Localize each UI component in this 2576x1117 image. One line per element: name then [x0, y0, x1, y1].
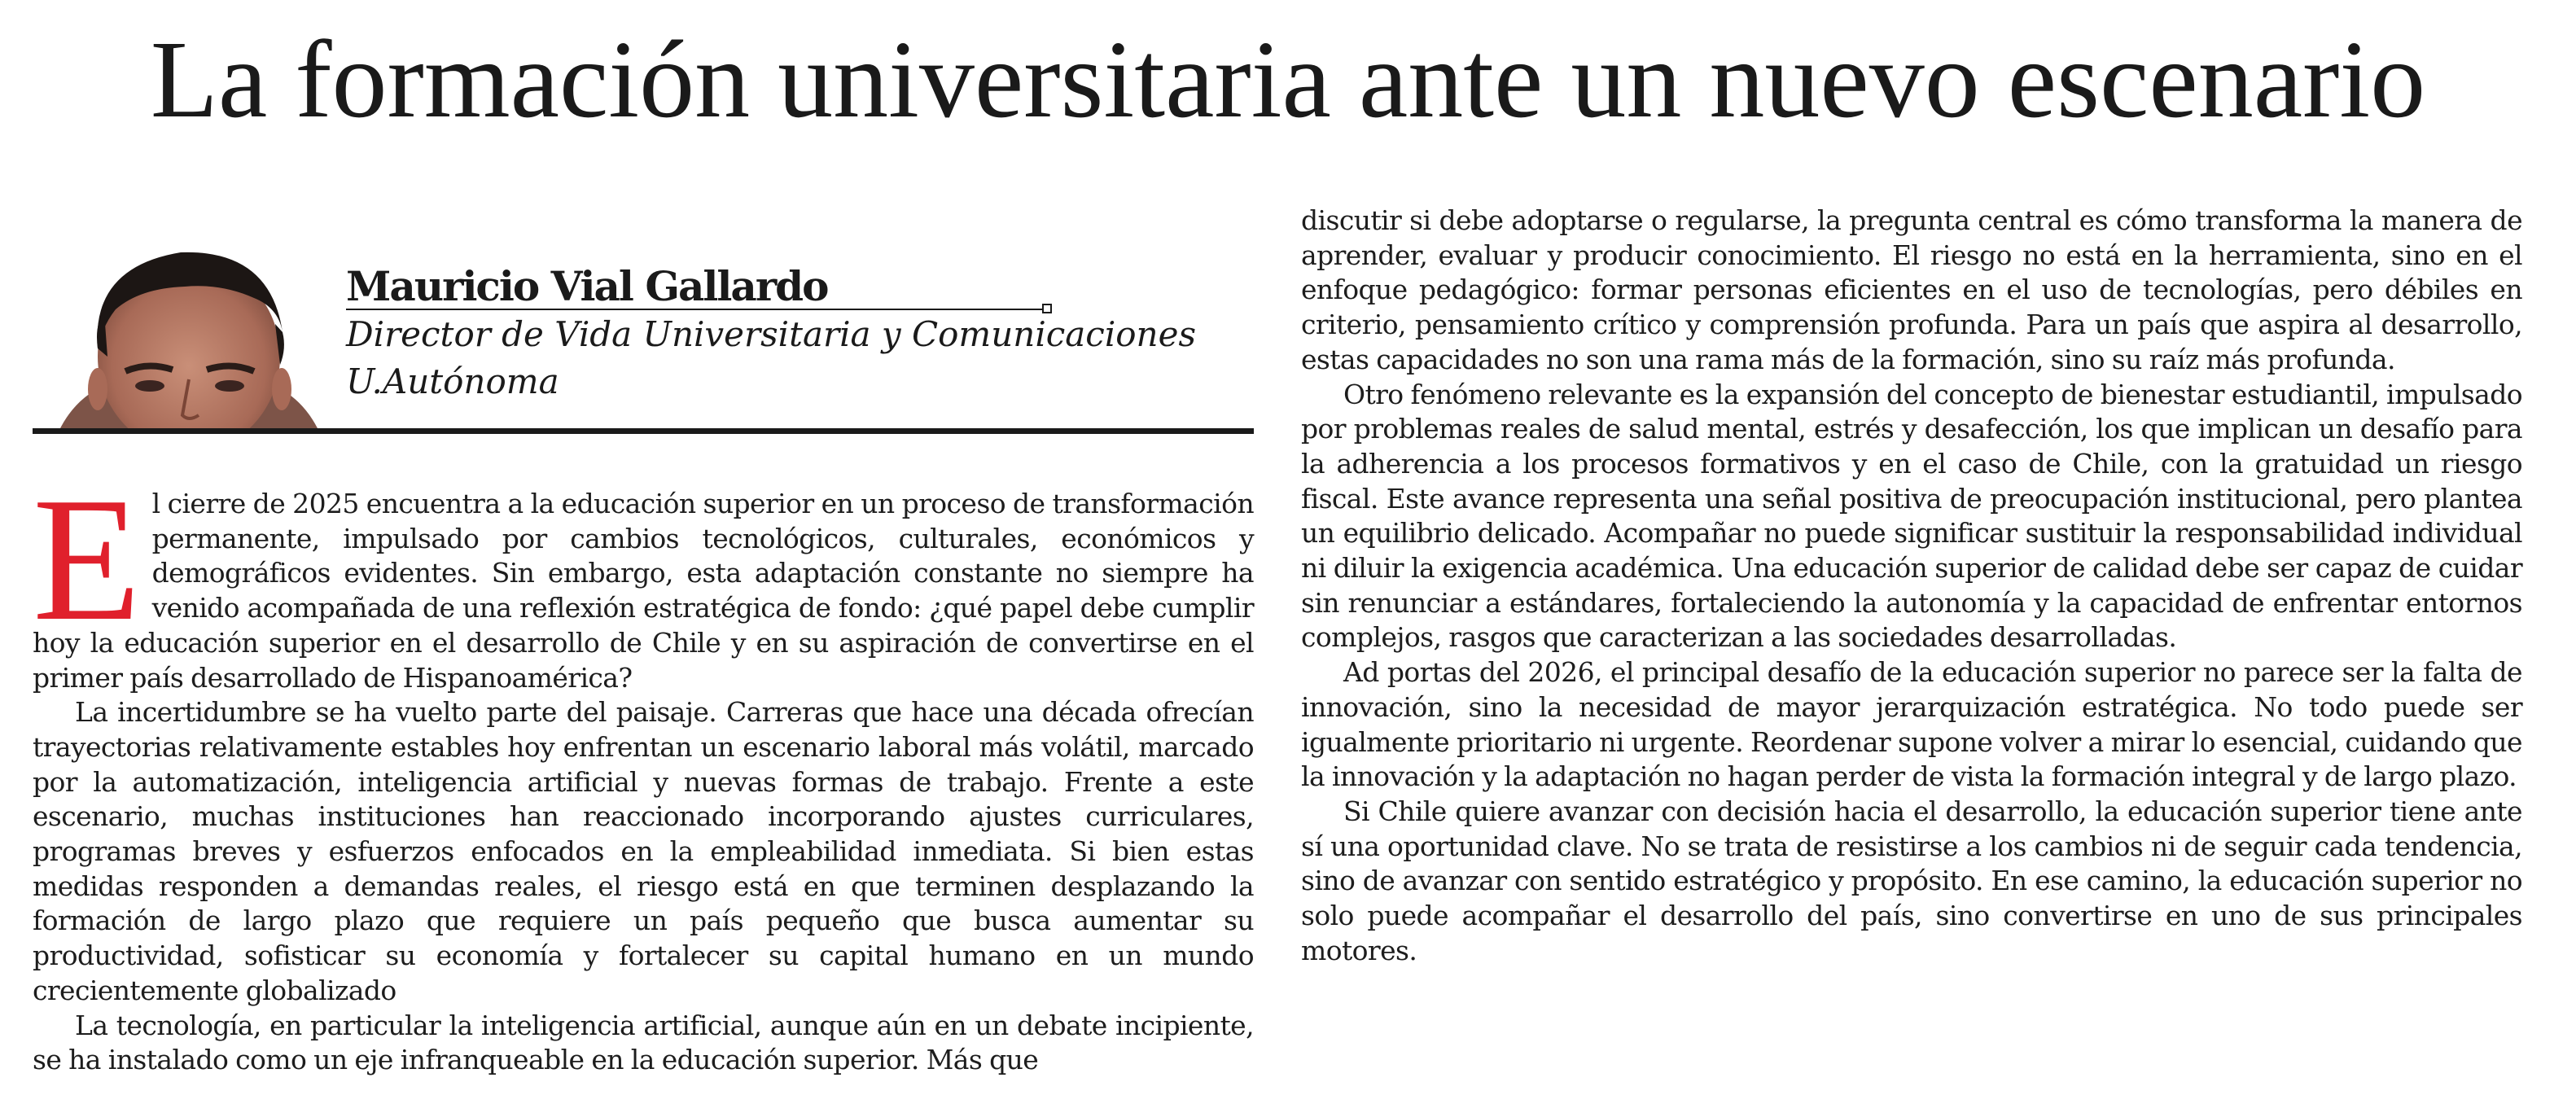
byline: [33, 230, 1254, 431]
paragraph-2: La incertidumbre se ha vuelto parte del paisaje. Carreras que hace una década ofrecían trayectorias relativamente estables hoy enfrentan un escenario laboral más volátil, marcado por la automatización, inteligencia artificial y nuevas formas de trabajo. Frente a este escenario, muchas instituciones han reaccionado incorporando ajustes curriculares, programas breves y esfuerzos enfocados en la empleabilidad inmediata. Si bien estas medidas responden a demandas reales, el riesgo está en que terminen desplazando la formación de largo plazo que requiere un país pequeño que busca aumentar su productividad, sofisticar su economía y fortalecer su capital humano en un mundo crecientemente globalizado: [33, 696, 1254, 1006]
author-role: [346, 311, 1196, 405]
author-role-line1: Director de Vida Universitaria y Comunicaciones: [346, 314, 1197, 354]
headline: La formación universitaria ante un nuevo escenario: [150, 19, 2426, 141]
paragraph-3: La tecnología, en particular la inteligencia artificial, aunque aún en un debate incipiente, se ha instalado como un eje infranqueable en la educación superior. Más que: [33, 1009, 1254, 1076]
author-name: Mauricio Vial Gallardo: [346, 262, 828, 310]
author-role-line2: U.Autónoma: [346, 361, 559, 401]
dropcap: E: [33, 462, 141, 658]
paragraph-6: Si Chile quiere avanzar con decisión hacia el desarrollo, la educación superior tiene ante sí una oportunidad clave. No se trata de resistirse a los cambios ni de seguir cada tendencia, sino de avanzar con sentido estratégico y propósito. En ese camino, la educación superior no solo puede acompañar el desarrollo del país, sino convertirse en uno de sus principales motores.: [1301, 795, 2522, 966]
paragraph-5: Ad portas del 2026, el principal desafío de la educación superior no parece ser la falta de innovación, sino la necesidad de mayor jerarquización estratégica. No todo puede ser igualmente prioritario ni urgente. Reordenar supone volver a mirar lo esencial, cuidando que la innovación y la adaptación no hagan perder de vista la formación integral y de largo plazo.: [1301, 656, 2522, 793]
byline-divider: [33, 428, 1254, 434]
paragraph-1: [33, 462, 1254, 695]
article-column-right: [1301, 204, 2522, 968]
author-photo: [50, 234, 327, 431]
paragraph-3-continued: discutir si debe adoptarse o regularse, la pregunta central es cómo transforma la manera de aprender, evaluar y producir conocimiento. El riesgo no está en la herramienta, sino en el enfoque pedagógico: formar personas eficientes en el uso de tecnologías, pero débiles en criterio, pensamiento crítico y comprensión profunda. Para un país que aspira al desarrollo, estas capacidades no son una rama más de la formación, sino su raíz más profunda.: [1301, 204, 2522, 375]
paragraph-1-text: l cierre de 2025 encuentra a la educación superior en un proceso de transformación permanente, impulsado por cambios tecnológicos, culturales, económicos y demográficos evidentes. Sin embargo, esta adaptación constante no siempre ha venido acompañada de una reflexión estratégica de fondo: ¿qué papel debe cumplir hoy la educación superior en el desarrollo de Chile y en su aspiración de convertirse en el primer país desarrollado de Hispanoamérica?: [33, 488, 1254, 694]
paragraph-4: Otro fenómeno relevante es la expansión del concepto de bienestar estudiantil, impulsado por problemas reales de salud mental, estrés y desafección, los que implican un desafío para la adherencia a los procesos formativos y en el caso de Chile, con la gratuidad un riesgo fiscal. Este avance representa una señal positiva de preocupación institucional, pero plantea un equilibrio delicado. Acompañar no puede significar sustituir la responsabilidad individual ni diluir la exigencia académica. Una educación superior de calidad debe ser capaz de cuidar sin renunciar a estándares, fortaleciendo la autonomía y la capacidad de enfrentar entornos complejos, rasgos que caracterizan a las sociedades desarrolladas.: [1301, 378, 2522, 654]
name-rule: [346, 309, 1046, 310]
article-column-left: [33, 462, 1254, 1078]
